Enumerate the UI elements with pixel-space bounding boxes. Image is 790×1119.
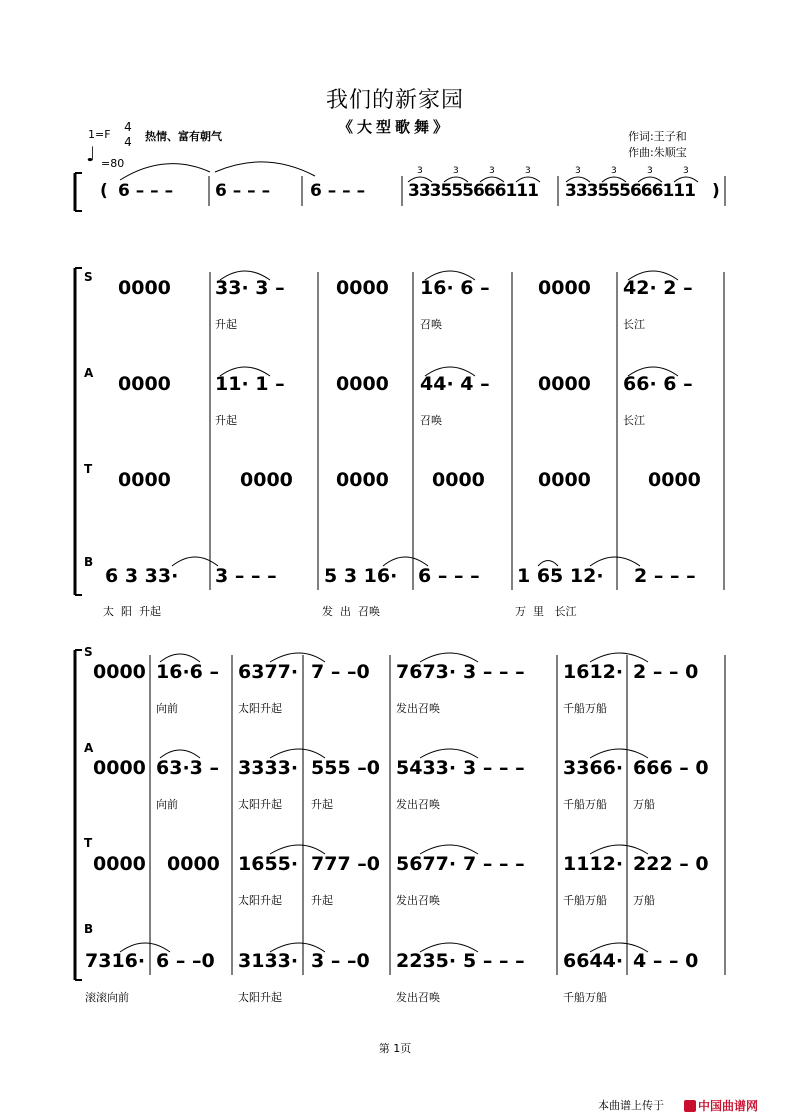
alto-lyric: 向前 xyxy=(156,798,178,811)
tempo-text: 热情、富有朝气 xyxy=(145,130,222,143)
intro-measure-4: 333555666111 xyxy=(408,181,538,201)
alto-measure: 555 –0 xyxy=(311,757,380,779)
tempo-mark: =80 xyxy=(101,157,125,170)
tenor-rest: 0000 xyxy=(336,469,389,491)
bass-measure: 1 65 12· xyxy=(517,565,604,587)
bass-measure: 6644· xyxy=(563,950,624,972)
bass-measure: 2235· xyxy=(396,950,457,972)
intro-measure-3: 6 – – – xyxy=(310,181,366,201)
bass-lyric: 发 出 召唤 xyxy=(322,605,380,618)
triplet-mark: 3 xyxy=(683,166,689,176)
voice-label-soprano: S xyxy=(84,645,93,659)
bass-measure: 3133· xyxy=(238,950,299,972)
alto-measure: 3366· xyxy=(563,757,624,779)
soprano-measure: 16· 6 – xyxy=(420,277,490,299)
triplet-mark: 3 xyxy=(417,166,423,176)
alto-measure: 66· 6 – xyxy=(623,373,693,395)
tenor-measure: 1655· xyxy=(238,853,299,875)
tenor-rest: 0000 xyxy=(648,469,701,491)
soprano-measure: 0000 xyxy=(93,661,146,683)
soprano-measure: 1612· xyxy=(563,661,624,683)
bass-measure: 5 – – – xyxy=(463,950,525,972)
voice-label-tenor: T xyxy=(84,836,93,850)
tenor-lyric: 千船万船 xyxy=(563,894,607,907)
intro-open-paren: ( xyxy=(100,181,108,201)
tenor-measure: 0000 xyxy=(167,853,220,875)
voice-label-soprano: S xyxy=(84,270,93,284)
voice-label-alto: A xyxy=(84,741,94,755)
alto-lyric: 升起 xyxy=(215,414,237,427)
soprano-measure: 7 – –0 xyxy=(311,661,370,683)
alto-lyric: 千船万船 xyxy=(563,798,607,811)
tenor-rest: 0000 xyxy=(538,469,591,491)
upload-note: 本曲谱上传于 xyxy=(598,1099,664,1112)
triplet-mark: 3 xyxy=(525,166,531,176)
voice-label-alto: A xyxy=(84,366,94,380)
bass-measure: 3 – – – xyxy=(215,565,277,587)
soprano-rest: 0000 xyxy=(538,277,591,299)
soprano-measure: 7673· xyxy=(396,661,457,683)
tenor-measure: 0000 xyxy=(93,853,146,875)
voice-label-bass: B xyxy=(84,555,94,569)
tenor-rest: 0000 xyxy=(240,469,293,491)
composer-credit: 作曲:朱顺宝 xyxy=(628,146,687,159)
intro-close-paren: ) xyxy=(712,181,720,201)
soprano-measure: 42· 2 – xyxy=(623,277,693,299)
tenor-lyric: 升起 xyxy=(311,894,333,907)
soprano-lyric: 长江 xyxy=(623,318,645,331)
triplet-mark: 3 xyxy=(489,166,495,176)
bass-measure: 6 – – – xyxy=(418,565,480,587)
soprano-lyric: 发出召唤 xyxy=(396,702,440,715)
soprano-lyric: 升起 xyxy=(215,318,237,331)
intro-measure-1: 6 – – – xyxy=(118,181,174,201)
alto-rest: 0000 xyxy=(118,373,171,395)
alto-measure: 63·3 – xyxy=(156,757,219,779)
soprano-lyric: 千船万船 xyxy=(563,702,607,715)
alto-measure: 0000 xyxy=(93,757,146,779)
triplet-mark: 3 xyxy=(611,166,617,176)
page-title: 我们的新家园 xyxy=(325,88,464,113)
soprano-rest: 0000 xyxy=(118,277,171,299)
alto-measure: 666 – 0 xyxy=(633,757,709,779)
alto-measure: 3333· xyxy=(238,757,299,779)
tenor-measure: 1112· xyxy=(563,853,624,875)
bass-measure: 5 3 16· xyxy=(324,565,398,587)
lyricist-credit: 作词:王子和 xyxy=(628,130,687,143)
bass-lyric: 万 里 长江 xyxy=(515,605,577,618)
bass-measure: 6 3 33· xyxy=(105,565,179,587)
tenor-measure: 5677· xyxy=(396,853,457,875)
soprano-measure: 3 – – – xyxy=(463,661,525,683)
bass-measure: 6 – –0 xyxy=(156,950,215,972)
soprano-rest: 0000 xyxy=(336,277,389,299)
alto-measure: 44· 4 – xyxy=(420,373,490,395)
alto-rest: 0000 xyxy=(538,373,591,395)
page-subtitle: 《大型歌舞》 xyxy=(337,118,452,136)
time-signature-top: 4 xyxy=(124,120,132,134)
bass-lyric: 千船万船 xyxy=(563,991,607,1004)
bass-lyric: 太阳升起 xyxy=(238,991,282,1004)
soprano-lyric: 太阳升起 xyxy=(238,702,282,715)
logo-text: 中国曲谱网 xyxy=(698,1099,759,1113)
logo-icon xyxy=(684,1100,696,1112)
soprano-measure: 16·6 – xyxy=(156,661,219,683)
bass-lyric: 滚滚向前 xyxy=(85,991,129,1004)
tenor-rest: 0000 xyxy=(432,469,485,491)
triplet-mark: 3 xyxy=(647,166,653,176)
soprano-measure: 33· 3 – xyxy=(215,277,285,299)
alto-lyric: 太阳升起 xyxy=(238,798,282,811)
tenor-measure: 777 –0 xyxy=(311,853,380,875)
quarter-note-icon: ♩ xyxy=(86,142,96,166)
triplet-mark: 3 xyxy=(453,166,459,176)
tenor-rest: 0000 xyxy=(118,469,171,491)
alto-measure: 11· 1 – xyxy=(215,373,285,395)
alto-lyric: 长江 xyxy=(623,414,645,427)
key-signature: 1=F xyxy=(88,128,111,141)
alto-rest: 0000 xyxy=(336,373,389,395)
tenor-lyric: 万船 xyxy=(633,894,655,907)
tenor-lyric: 发出召唤 xyxy=(396,894,440,907)
triplet-mark: 3 xyxy=(575,166,581,176)
time-signature-bottom: 4 xyxy=(124,135,132,149)
bass-measure: 4 – – 0 xyxy=(633,950,699,972)
voice-label-bass: B xyxy=(84,922,94,936)
bass-measure: 3 – –0 xyxy=(311,950,370,972)
site-logo[interactable] xyxy=(684,1095,758,1114)
bass-lyric: 太 阳 升起 xyxy=(103,605,161,618)
soprano-measure: 6377· xyxy=(238,661,299,683)
alto-lyric: 召唤 xyxy=(420,414,442,427)
alto-measure: 5433· xyxy=(396,757,457,779)
alto-lyric: 发出召唤 xyxy=(396,798,440,811)
tenor-measure: 7 – – – xyxy=(463,853,525,875)
bass-measure: 2 – – – xyxy=(634,565,696,587)
soprano-lyric: 召唤 xyxy=(420,318,442,331)
voice-label-tenor: T xyxy=(84,462,93,476)
alto-lyric: 升起 xyxy=(311,798,333,811)
tenor-lyric: 太阳升起 xyxy=(238,894,282,907)
bass-lyric: 发出召唤 xyxy=(396,991,440,1004)
intro-measure-2: 6 – – – xyxy=(215,181,271,201)
soprano-measure: 2 – – 0 xyxy=(633,661,699,683)
intro-measure-5: 333555666111 xyxy=(565,181,695,201)
bass-measure: 7316· xyxy=(85,950,146,972)
alto-lyric: 万船 xyxy=(633,798,655,811)
soprano-lyric: 向前 xyxy=(156,702,178,715)
page-number: 第 1页 xyxy=(378,1042,412,1055)
alto-measure: 3 – – – xyxy=(463,757,525,779)
tenor-measure: 222 – 0 xyxy=(633,853,709,875)
